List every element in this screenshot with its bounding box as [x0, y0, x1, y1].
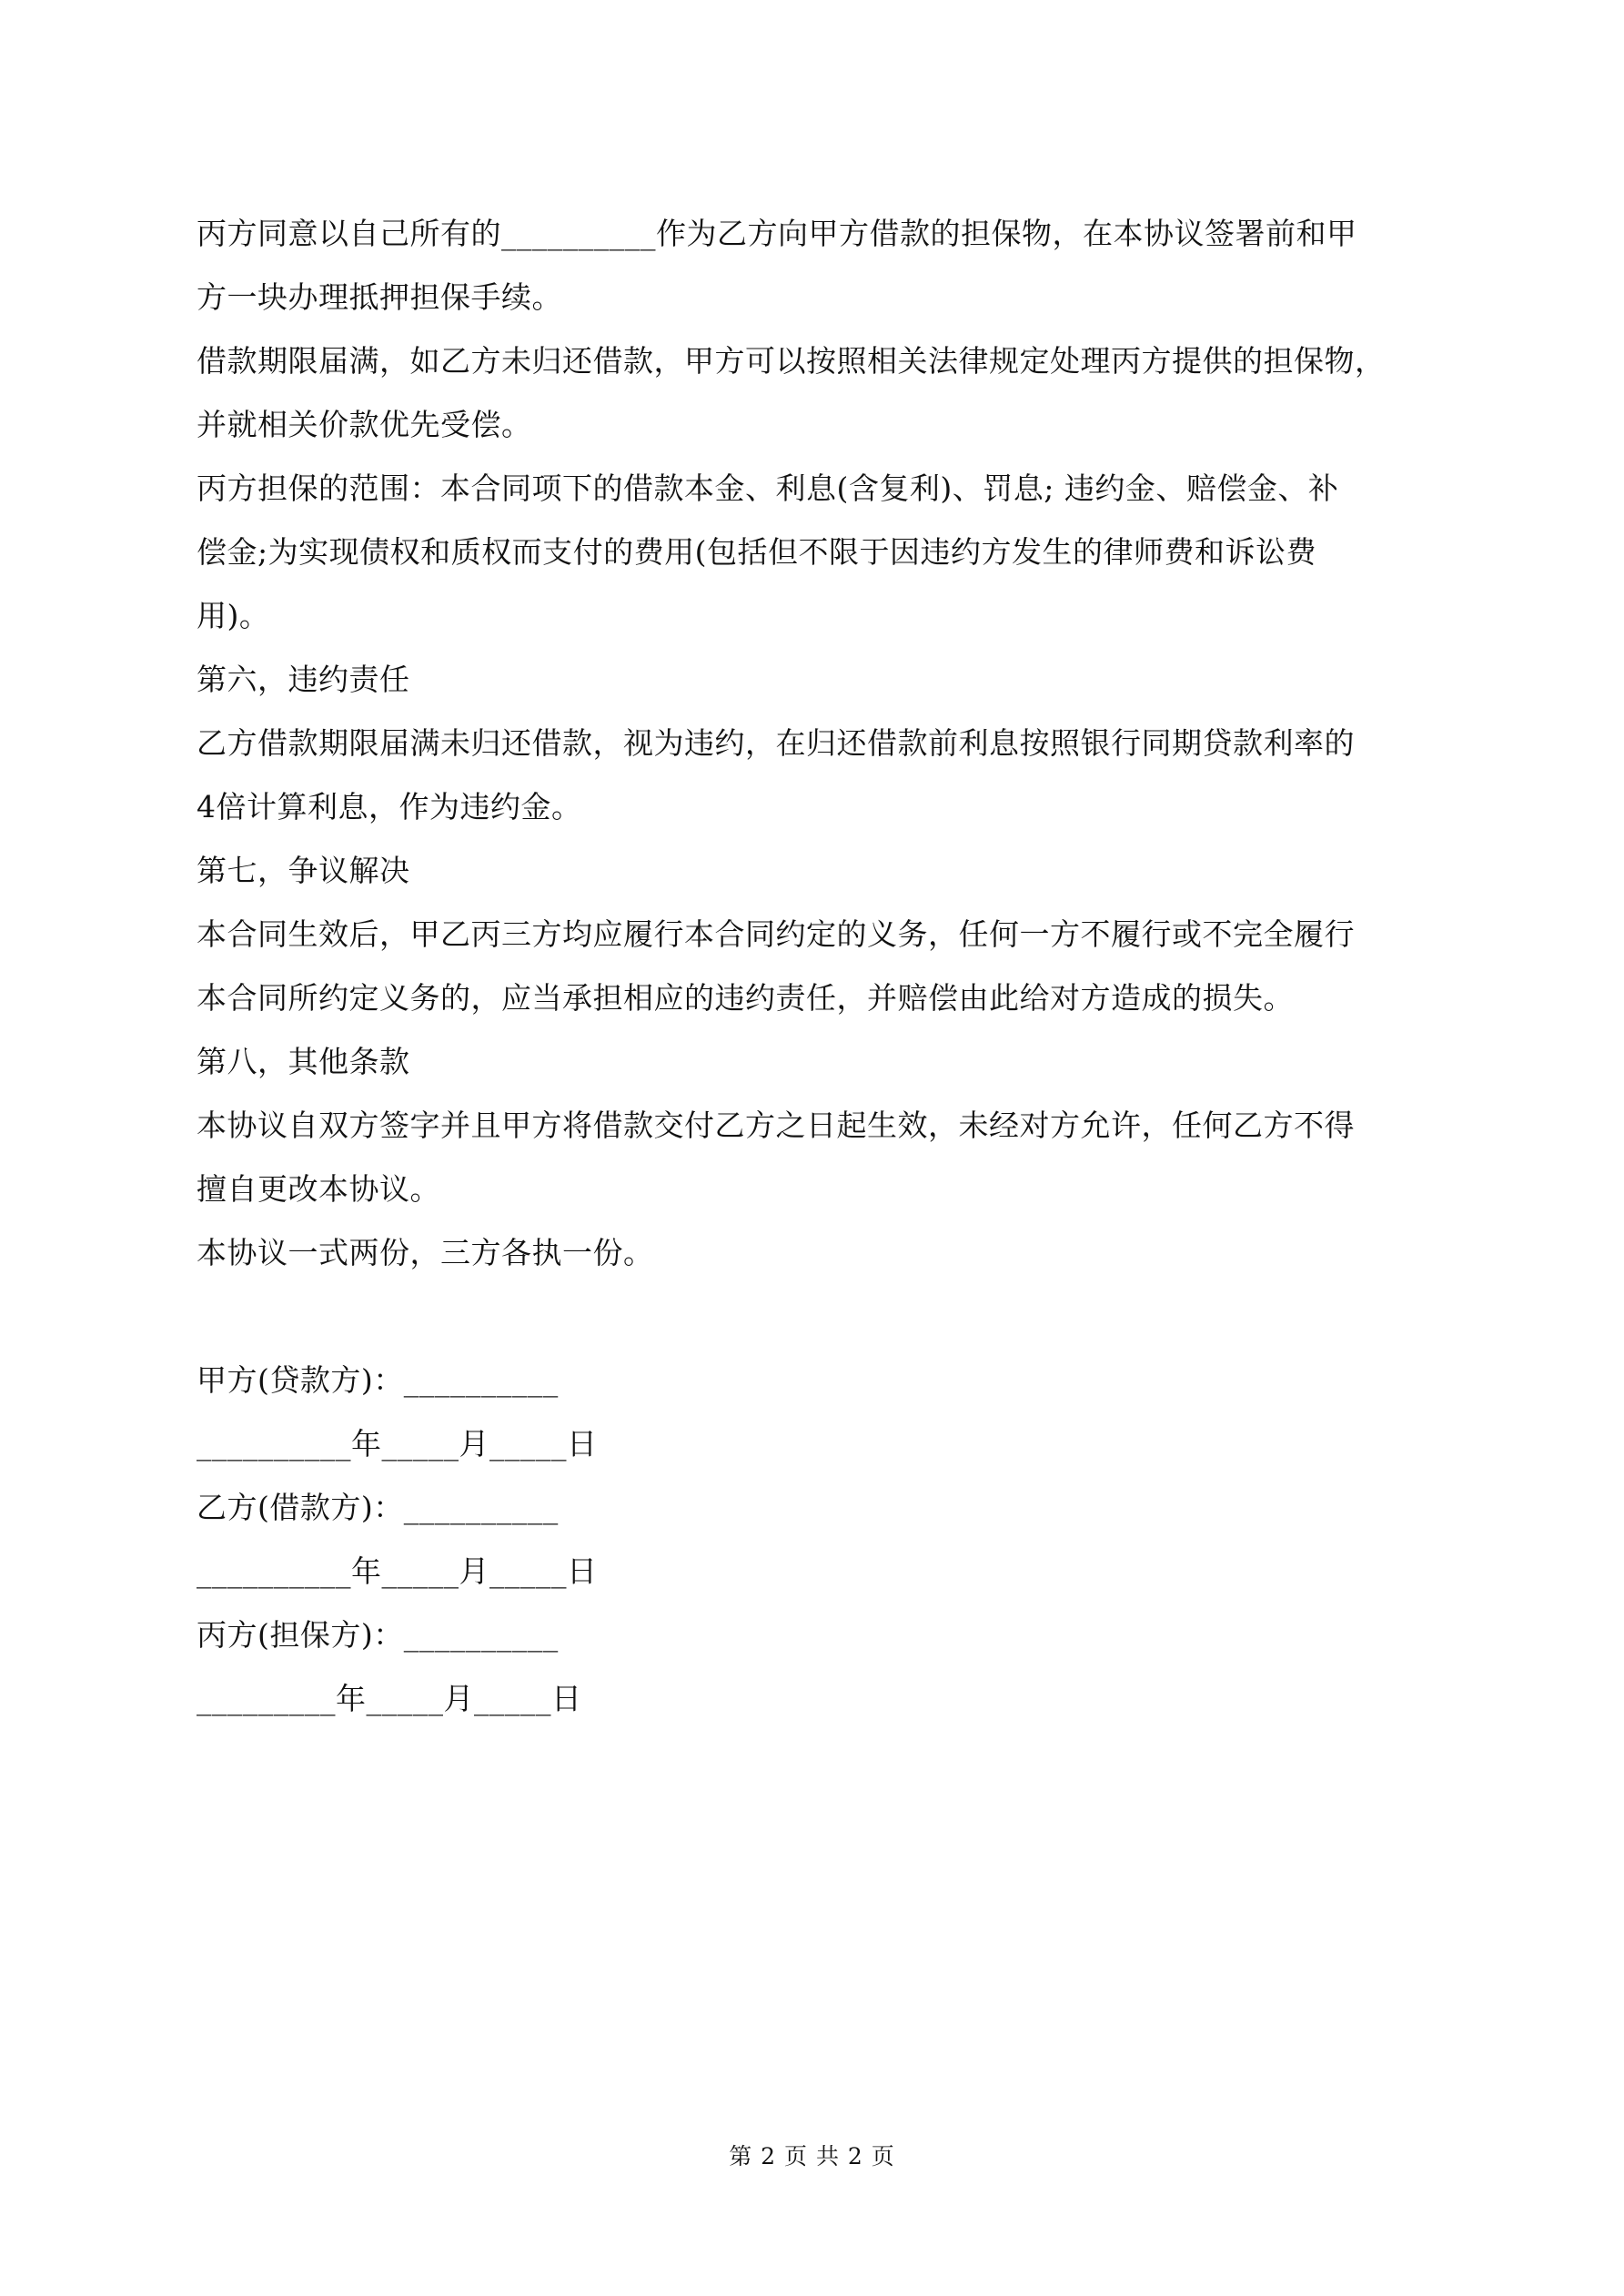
body-line: 借款期限届满，如乙方未归还借款，甲方可以按照相关法律规定处理丙方提供的担保物，	[197, 343, 1386, 379]
body-line: 本合同所约定义务的，应当承担相应的违约责任，并赔偿由此给对方造成的损失。	[197, 980, 1294, 1016]
signature-party-a: 甲方(贷款方)：__________	[197, 1362, 559, 1398]
section-heading-other: 第八，其他条款	[197, 1044, 410, 1079]
body-line: 丙方担保的范围：本合同项下的借款本金、利息(含复利)、罚息; 违约金、赔偿金、补	[197, 470, 1339, 506]
signature-date-a: __________年_____月_____日	[197, 1426, 598, 1462]
document-body	[197, 202, 1441, 1731]
body-line: 擅自更改本协议。	[197, 1171, 440, 1207]
body-line: 方一块办理抵押担保手续。	[197, 279, 562, 315]
body-line: 4倍计算利息，作为违约金。	[197, 789, 582, 824]
section-heading-dispute: 第七，争议解决	[197, 853, 410, 888]
signature-party-c: 丙方(担保方)：__________	[197, 1617, 559, 1653]
section-heading-breach: 第六，违约责任	[197, 662, 410, 697]
spacer	[197, 1285, 1441, 1349]
signature-date-b: __________年_____月_____日	[197, 1553, 598, 1589]
page-number: 第 2 页 共 2 页	[729, 2143, 895, 2170]
body-line: 本合同生效后，甲乙丙三方均应履行本合同约定的义务，任何一方不履行或不完全履行	[197, 916, 1355, 952]
body-line: 本协议自双方签字并且甲方将借款交付乙方之日起生效，未经对方允许，任何乙方不得	[197, 1108, 1355, 1143]
signature-date-c: _________年_____月_____日	[197, 1681, 582, 1716]
body-line: 丙方同意以自己所有的__________作为乙方向甲方借款的担保物，在本协议签署前和甲	[197, 216, 1357, 251]
body-line: 用)。	[197, 598, 270, 633]
body-line: 并就相关价款优先受偿。	[197, 407, 532, 442]
body-line: 乙方借款期限届满未归还借款，视为违约，在归还借款前利息按照银行同期贷款利率的	[197, 725, 1355, 761]
body-line: 偿金;为实现债权和质权而支付的费用(包括但不限于因违约方发生的律师费和诉讼费	[197, 534, 1316, 570]
signature-party-b: 乙方(借款方)：__________	[197, 1490, 559, 1525]
body-line: 本协议一式两份，三方各执一份。	[197, 1235, 654, 1270]
